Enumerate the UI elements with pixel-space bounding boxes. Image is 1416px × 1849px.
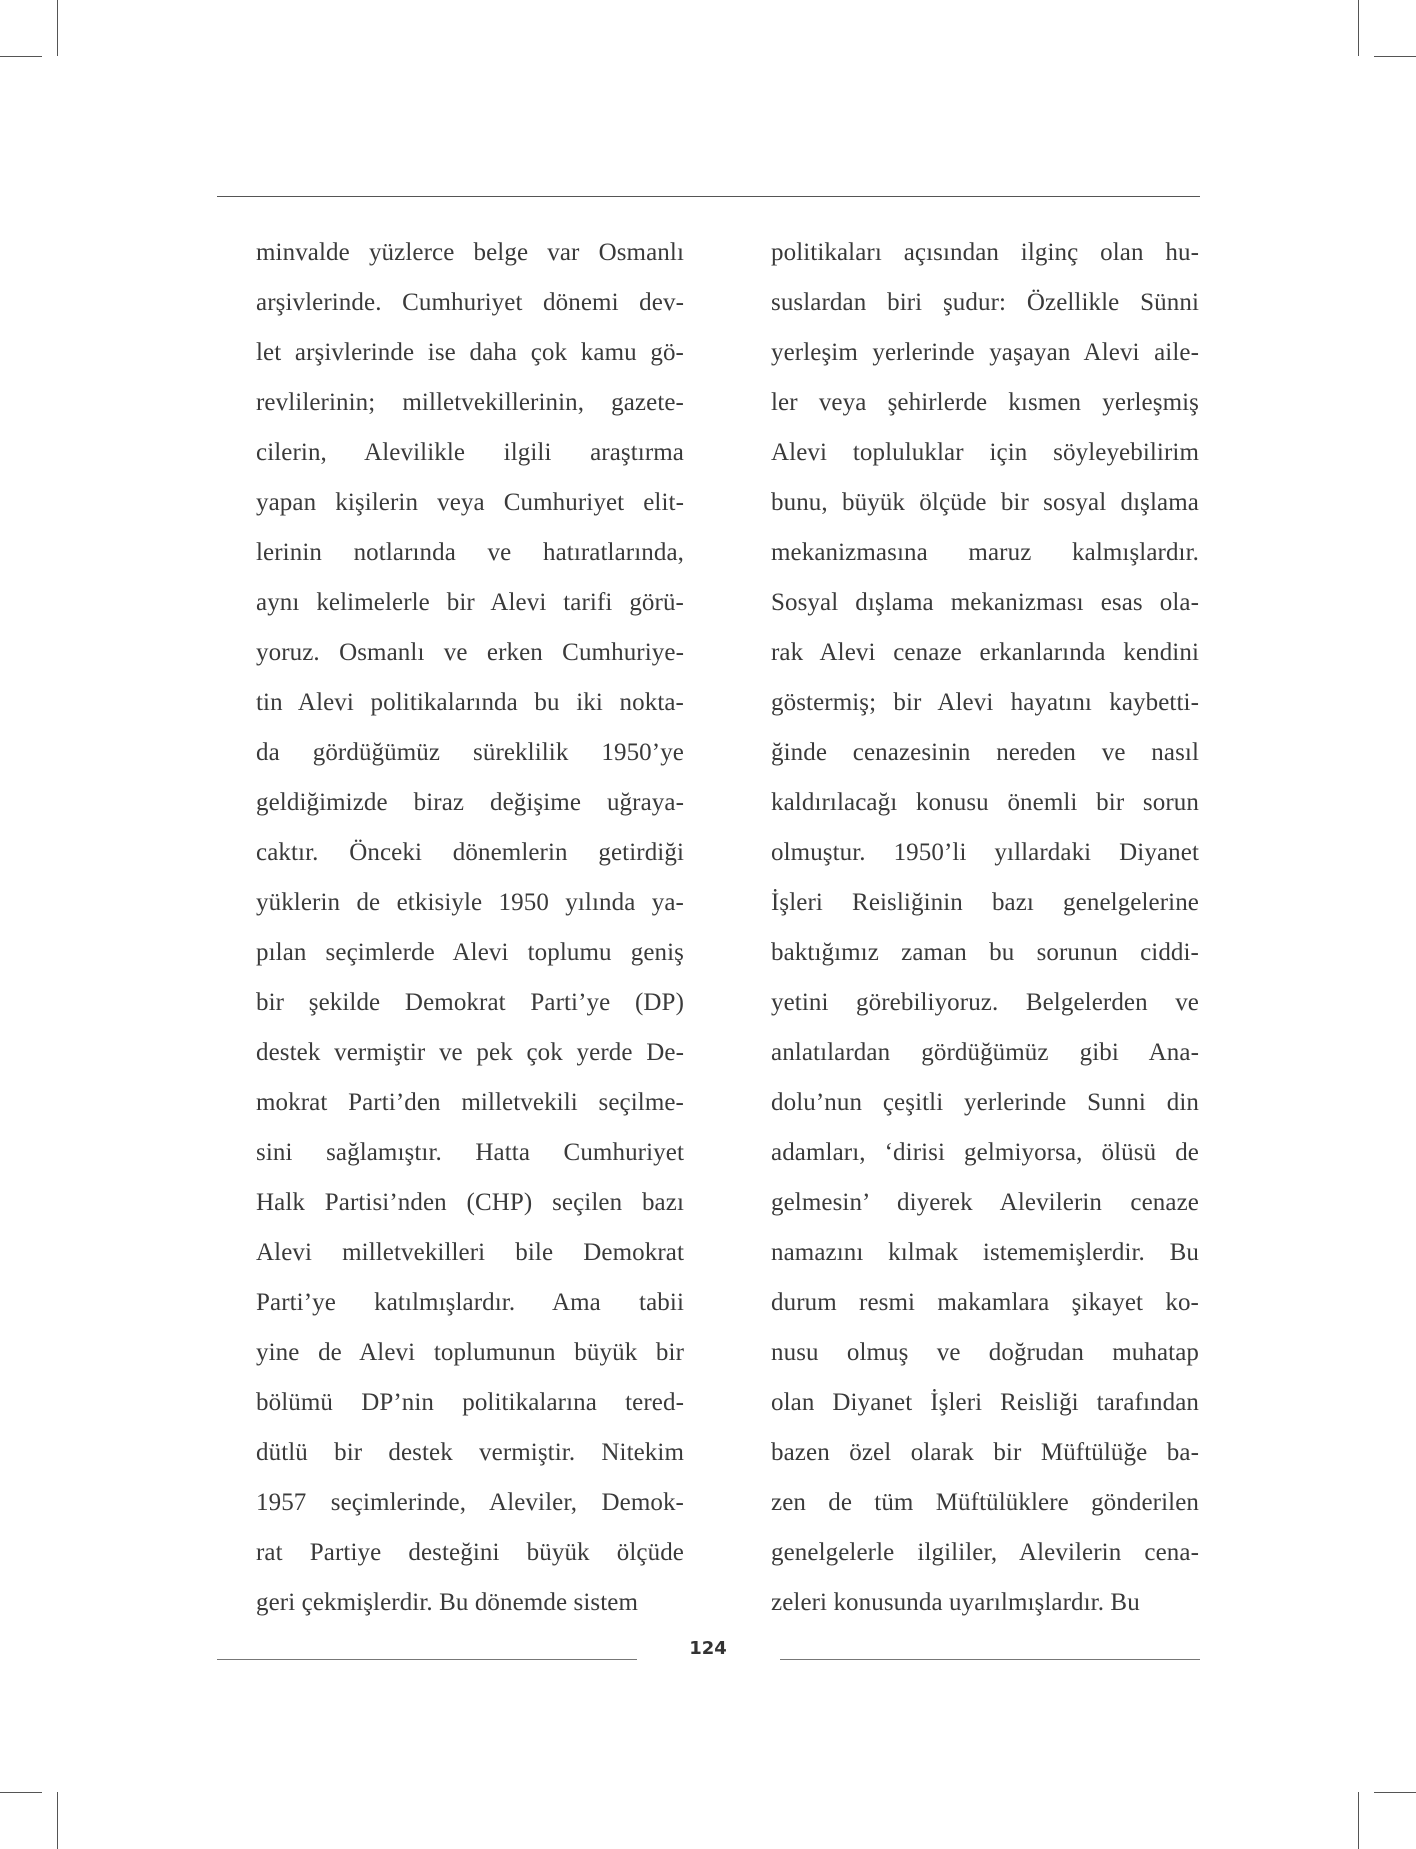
- text-line: Alevi milletvekilleri bile Demokrat: [256, 1239, 684, 1266]
- text-line: suslardan biri şudur: Özellikle Sünni: [771, 289, 1199, 316]
- crop-mark-bottom-left-vertical: [57, 1792, 58, 1849]
- text-line: 1957 seçimlerinde, Aleviler, Demok-: [256, 1489, 684, 1516]
- footer-rule-right: [780, 1659, 1200, 1660]
- text-line: durum resmi makamlara şikayet ko-: [771, 1289, 1199, 1316]
- text-line: ler veya şehirlerde kısmen yerleşmiş: [771, 389, 1199, 416]
- text-line: geldiğimizde biraz değişime uğraya-: [256, 789, 684, 816]
- text-line: kaldırılacağı konusu önemli bir sorun: [771, 789, 1199, 816]
- text-line: nusu olmuş ve doğrudan muhatap: [771, 1339, 1199, 1366]
- crop-mark-top-left-vertical: [57, 0, 58, 56]
- footer-rule-left: [217, 1659, 637, 1660]
- text-line: adamları, ‘dirisi gelmiyorsa, ölüsü de: [771, 1139, 1199, 1166]
- header-rule: [217, 196, 1200, 197]
- text-line: minvalde yüzlerce belge var Osmanlı: [256, 239, 684, 266]
- text-line: dütlü bir destek vermiştir. Nitekim: [256, 1439, 684, 1466]
- text-line: politikaları açısından ilginç olan hu-: [771, 239, 1199, 266]
- page-number: 124: [689, 1638, 727, 1659]
- text-line: lerinin notlarında ve hatıratlarında,: [256, 539, 684, 566]
- text-line: anlatılardan gördüğümüz gibi Ana-: [771, 1039, 1199, 1066]
- text-line: Parti’ye katılmışlardır. Ama tabii: [256, 1289, 684, 1316]
- crop-mark-top-right-horizontal: [1374, 56, 1416, 57]
- text-line: revlilerinin; milletvekillerinin, gazete-: [256, 389, 684, 416]
- text-line: let arşivlerinde ise daha çok kamu gö-: [256, 339, 684, 366]
- text-line: bölümü DP’nin politikalarına tered-: [256, 1389, 684, 1416]
- text-line: rak Alevi cenaze erkanlarında kendini: [771, 639, 1199, 666]
- text-line: İşleri Reisliğinin bazı genelgelerine: [771, 889, 1199, 916]
- text-line: zeleri konusunda uyarılmışlardır. Bu: [771, 1589, 1140, 1616]
- right-text-column: [771, 228, 1199, 1628]
- text-line: yine de Alevi toplumunun büyük bir: [256, 1339, 684, 1366]
- crop-mark-bottom-right-vertical: [1358, 1792, 1359, 1849]
- text-line: yetini görebiliyoruz. Belgelerden ve: [771, 989, 1199, 1016]
- text-line: aynı kelimelerle bir Alevi tarifi görü-: [256, 589, 684, 616]
- text-line: arşivlerinde. Cumhuriyet dönemi dev-: [256, 289, 684, 316]
- text-line: geri çekmişlerdir. Bu dönemde sistem: [256, 1589, 638, 1616]
- text-line: bazen özel olarak bir Müftülüğe ba-: [771, 1439, 1199, 1466]
- text-line: bunu, büyük ölçüde bir sosyal dışlama: [771, 489, 1199, 516]
- text-line: yoruz. Osmanlı ve erken Cumhuriye-: [256, 639, 684, 666]
- text-line: destek vermiştir ve pek çok yerde De-: [256, 1039, 684, 1066]
- text-line: olan Diyanet İşleri Reisliği tarafından: [771, 1389, 1199, 1416]
- text-line: rat Partiye desteğini büyük ölçüde: [256, 1539, 684, 1566]
- text-line: gelmesin’ diyerek Alevilerin cenaze: [771, 1189, 1199, 1216]
- text-line: yerleşim yerlerinde yaşayan Alevi aile-: [771, 339, 1199, 366]
- text-line: yapan kişilerin veya Cumhuriyet elit-: [256, 489, 684, 516]
- text-line: pılan seçimlerde Alevi toplumu geniş: [256, 939, 684, 966]
- text-line: mokrat Parti’den milletvekili seçilme-: [256, 1089, 684, 1116]
- text-line: yüklerin de etkisiyle 1950 yılında ya-: [256, 889, 684, 916]
- text-line: tin Alevi politikalarında bu iki nokta-: [256, 689, 684, 716]
- text-line: da gördüğümüz süreklilik 1950’ye: [256, 739, 684, 766]
- text-line: namazını kılmak istememişlerdir. Bu: [771, 1239, 1199, 1266]
- text-line: Sosyal dışlama mekanizması esas ola-: [771, 589, 1199, 616]
- text-line: genelgelerle ilgililer, Alevilerin cena-: [771, 1539, 1199, 1566]
- text-line: bir şekilde Demokrat Parti’ye (DP): [256, 989, 684, 1016]
- text-line: cilerin, Alevilikle ilgili araştırma: [256, 439, 684, 466]
- left-text-column: [256, 228, 684, 1628]
- text-line: sini sağlamıştır. Hatta Cumhuriyet: [256, 1139, 684, 1166]
- text-line: mekanizmasına maruz kalmışlardır.: [771, 539, 1199, 566]
- text-line: zen de tüm Müftülüklere gönderilen: [771, 1489, 1199, 1516]
- text-line: Alevi topluluklar için söyleyebilirim: [771, 439, 1199, 466]
- crop-mark-bottom-left-horizontal: [0, 1792, 42, 1793]
- text-line: baktığımız zaman bu sorunun ciddi-: [771, 939, 1199, 966]
- crop-mark-top-left-horizontal: [0, 56, 42, 57]
- crop-mark-top-right-vertical: [1358, 0, 1359, 56]
- text-line: dolu’nun çeşitli yerlerinde Sunni din: [771, 1089, 1199, 1116]
- text-line: Halk Partisi’nden (CHP) seçilen bazı: [256, 1189, 684, 1216]
- crop-mark-bottom-right-horizontal: [1374, 1792, 1416, 1793]
- text-line: ğinde cenazesinin nereden ve nasıl: [771, 739, 1199, 766]
- text-line: olmuştur. 1950’li yıllardaki Diyanet: [771, 839, 1199, 866]
- text-line: göstermiş; bir Alevi hayatını kaybetti-: [771, 689, 1199, 716]
- text-line: caktır. Önceki dönemlerin getirdiği: [256, 839, 684, 866]
